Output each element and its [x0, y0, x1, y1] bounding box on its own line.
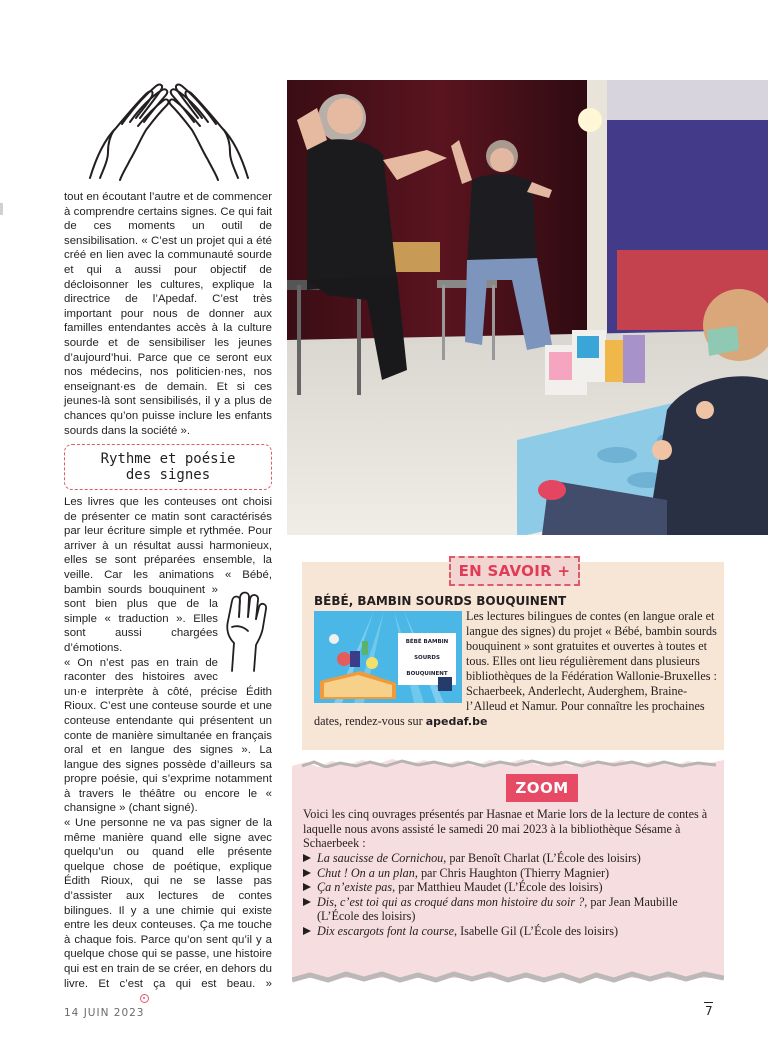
- bullet-triangle-icon: [303, 883, 311, 891]
- section-body: [64, 495, 272, 1006]
- logo-text-line1: BÉBÉ BAMBIN: [405, 639, 449, 645]
- book-title: Ça n’existe pas: [317, 880, 393, 895]
- book-title: Dix escargots font la course: [317, 923, 454, 938]
- bullet-triangle-icon: [303, 854, 311, 862]
- info-text-body: Les lectures bilingues de contes (en langue orale et langue des signes) du projet « Bébé, bambin sourds bouquinent » sont gratuites et ouvertes à toutes et tous. Elles ont lieu régulièrement dans plusieurs bibliothèques de la Fédération Wallonie-Bruxelles : Schaerbeek, Anderlecht, Auderghem, Braine-l’Alleud et Namur. Pour connaître les prochaines dates, rendez-vous sur: [314, 609, 717, 728]
- fist-illustration: [222, 587, 272, 673]
- book-author: , par Benoît Charlat (L’École des loisirs): [443, 851, 641, 865]
- list-item: [303, 866, 717, 881]
- list-item: [303, 895, 717, 924]
- zoom-badge: ZOOM: [506, 774, 578, 802]
- list-item: [303, 851, 717, 866]
- photo-illustration: [287, 80, 768, 535]
- section-heading-line1: Rythme et poésie: [100, 451, 236, 467]
- section-paragraph-2: « On n’est pas en train de raconter des histoires avec un·e interprète à côté, précise Édith Rioux. C’est une conteuse sourde et une conteuse entendante qui présentent un conte de manière simultanée en français oral et en langue des signes ». La langue des signes possède d’ailleurs sa propre poésie, qui s’exprime notamment à travers le théâtre ou encore le « chansigne » (chant signé).: [64, 656, 272, 815]
- section-heading-line2: des signes: [125, 467, 211, 483]
- end-of-article-icon: [140, 994, 149, 1003]
- section-paragraph-3: [64, 816, 272, 1006]
- storytelling-photo: [287, 80, 768, 535]
- info-text: [314, 609, 720, 729]
- book-author: , par Jean Maubille (L’École des loisirs): [317, 894, 678, 924]
- zoom-intro: Voici les cinq ouvrages présentés par Hasnae et Marie lors de la lecture de contes à laquelle nous avons assisté le samedi 20 mai 2023 à la bibliothèque Sésame à Schaerbeek :: [303, 807, 708, 851]
- book-author: , par Matthieu Maudet (L’École des loisirs): [392, 880, 603, 895]
- intro-paragraph: tout en écoutant l’autre et de commencer à comprendre certains signes. Ce qui fait de ces moments un outil de sensibilisation. « C’est un projet qui a été créé en lien avec la communauté sourde et qui a aussi pour objectif de décloisonner les cultures, explique la directrice de l’Apedaf. C’est très important pour nous de donner aux familles entendantes accès à la culture sourde et de sensibiliser les jeunes d’aujourd’hui. Parce que ce seront eux nos médecins, nos politicien·nes, nos enseignant·es de demain. Et si ces jeunes-là sont sensibilisés, il y a plus de chances qu’on puisse inclure les enfants sourds dans la société ».: [64, 191, 272, 437]
- signing-hands-icon: [86, 78, 252, 182]
- info-badge: EN SAVOIR +: [449, 556, 580, 586]
- page-edge-mark: [0, 203, 3, 215]
- bullet-triangle-icon: [303, 869, 311, 877]
- page-number: 7: [705, 1004, 713, 1018]
- section-paragraph-1: Les livres que les conteuses ont choisi de présenter ce matin sont caractérisés par leur écriture simple et rythmée. Pour arriver à un résultat aussi harmonieux, elles se sont préparées ensemble, la veille. Car les animations « Bébé, bambin sourds bouquinent » sont bien plus que de la simple « traduction ». Elles sont aussi chargées d’émotions.: [64, 496, 272, 654]
- bullet-triangle-icon: [303, 898, 311, 906]
- book-list: [303, 851, 717, 939]
- book-author: , par Chris Haughton (Thierry Magnier): [414, 865, 610, 880]
- logo-text-line3: BOUQUINENT: [406, 671, 448, 677]
- footer-date: 14 JUIN 2023: [64, 1007, 145, 1019]
- book-title: Dis, c’est toi qui as croqué dans mon histoire du soir ?: [317, 894, 585, 909]
- section-heading-box: [64, 444, 272, 490]
- logo-text-line2: SOURDS: [414, 655, 440, 661]
- book-author: , Isabelle Gil (L’École des loisirs): [453, 923, 619, 938]
- info-link[interactable]: apedaf.be: [425, 715, 488, 728]
- bullet-triangle-icon: [303, 927, 311, 935]
- section-heading: [101, 451, 236, 483]
- fist-icon: [222, 587, 272, 673]
- list-item: [303, 924, 717, 939]
- torn-edge-bottom: [292, 960, 724, 986]
- list-item: [303, 880, 717, 895]
- page-number-rule: [704, 1002, 713, 1003]
- info-title: BÉBÉ, BAMBIN SOURDS BOUQUINENT: [314, 594, 567, 608]
- book-title: La saucisse de Cornichou: [317, 851, 444, 865]
- section-paragraph-3-text: « Une personne ne va pas signer de la même manière quand elle signe avec quelqu’un ou quand elle présente quelque chose de poétique, explique Édith Rioux, qui ne se lasse pas d’assister aux lectures de contes bilingues. Il y a une chimie qui existe entre les deux conteuses. Ça me touche à chaque fois. Parce qu’on sent qu’il y a quelque chose qui se passe, une histoire qui est en train de se créer, en dehors du livre. Et c’est ça qui est beau. »: [64, 817, 272, 990]
- book-title: Chut ! On a un plan: [317, 865, 415, 880]
